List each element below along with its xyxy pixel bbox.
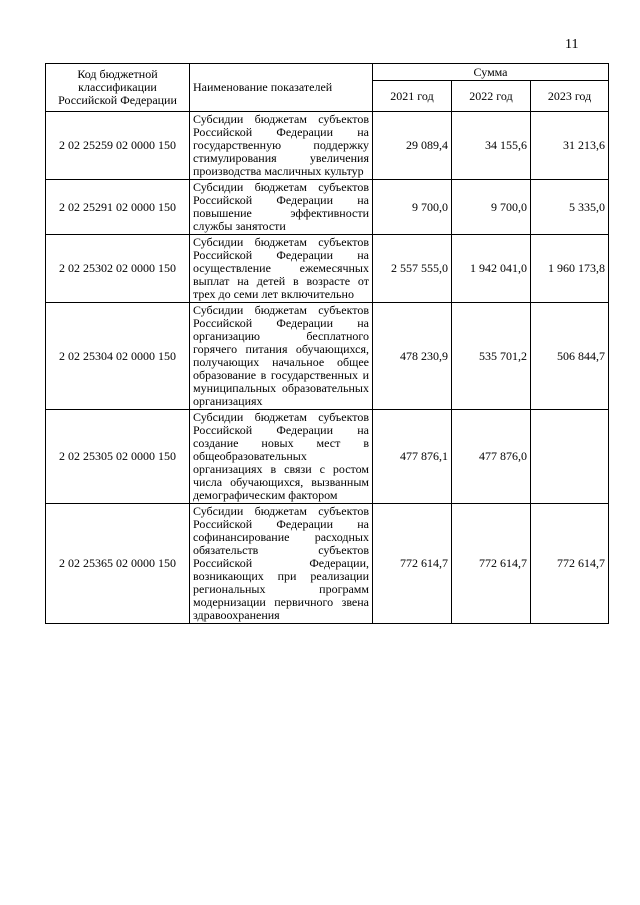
indicator-name-cell: Субсидии бюджетам субъектов Российской Федерации на повышение эффективности службы занятости [190, 180, 373, 235]
budget-table [45, 63, 609, 624]
table-row [46, 410, 609, 504]
budget-code-cell: 2 02 25305 02 0000 150 [46, 410, 190, 504]
table-row [46, 112, 609, 180]
table-header [46, 64, 609, 112]
budget-code-cell: 2 02 25365 02 0000 150 [46, 504, 190, 624]
amount-2023-cell [531, 410, 609, 504]
table-body [46, 112, 609, 624]
amount-2022-cell: 9 700,0 [452, 180, 531, 235]
header-code: Код бюджетной классификации Российской Федерации [46, 64, 190, 112]
amount-2022-cell: 477 876,0 [452, 410, 531, 504]
amount-2021-cell: 478 230,9 [373, 303, 452, 410]
indicator-name-cell: Субсидии бюджетам субъектов Российской Федерации на осуществление ежемесячных выплат на детей в возрасте от трех до семи лет включительно [190, 235, 373, 303]
header-year-2021: 2021 год [373, 81, 452, 112]
amount-2022-cell: 772 614,7 [452, 504, 531, 624]
table-row [46, 303, 609, 410]
amount-2021-cell: 29 089,4 [373, 112, 452, 180]
amount-2021-cell: 9 700,0 [373, 180, 452, 235]
budget-code-cell: 2 02 25291 02 0000 150 [46, 180, 190, 235]
amount-2023-cell: 772 614,7 [531, 504, 609, 624]
header-sum: Сумма [373, 64, 609, 81]
amount-2023-cell: 506 844,7 [531, 303, 609, 410]
amount-2022-cell: 535 701,2 [452, 303, 531, 410]
budget-code-cell: 2 02 25302 02 0000 150 [46, 235, 190, 303]
table-row [46, 504, 609, 624]
indicator-name-cell: Субсидии бюджетам субъектов Российской Федерации на государственную поддержку стимулирования увеличения производства масличных культур [190, 112, 373, 180]
header-name: Наименование показателей [190, 64, 373, 112]
amount-2021-cell: 477 876,1 [373, 410, 452, 504]
page-number: 11 [565, 37, 579, 52]
amount-2022-cell: 1 942 041,0 [452, 235, 531, 303]
budget-code-cell: 2 02 25259 02 0000 150 [46, 112, 190, 180]
budget-code-cell: 2 02 25304 02 0000 150 [46, 303, 190, 410]
header-year-2022: 2022 год [452, 81, 531, 112]
table-row [46, 180, 609, 235]
amount-2022-cell: 34 155,6 [452, 112, 531, 180]
indicator-name-cell: Субсидии бюджетам субъектов Российской Федерации на софинансирование расходных обязательств субъектов Российской Федерации, возникающих при реализации региональных программ модернизации первичного звена здравоохранения [190, 504, 373, 624]
amount-2023-cell: 1 960 173,8 [531, 235, 609, 303]
amount-2023-cell: 5 335,0 [531, 180, 609, 235]
amount-2021-cell: 2 557 555,0 [373, 235, 452, 303]
indicator-name-cell: Субсидии бюджетам субъектов Российской Федерации на создание новых мест в общеобразовательных организациях в связи с ростом числа обучающихся, вызванным демографическим фактором [190, 410, 373, 504]
table-row [46, 235, 609, 303]
header-year-2023: 2023 год [531, 81, 609, 112]
amount-2023-cell: 31 213,6 [531, 112, 609, 180]
indicator-name-cell: Субсидии бюджетам субъектов Российской Федерации на организацию бесплатного горячего питания обучающихся, получающих начальное общее образование в государственных и муниципальных образовательных организациях [190, 303, 373, 410]
amount-2021-cell: 772 614,7 [373, 504, 452, 624]
